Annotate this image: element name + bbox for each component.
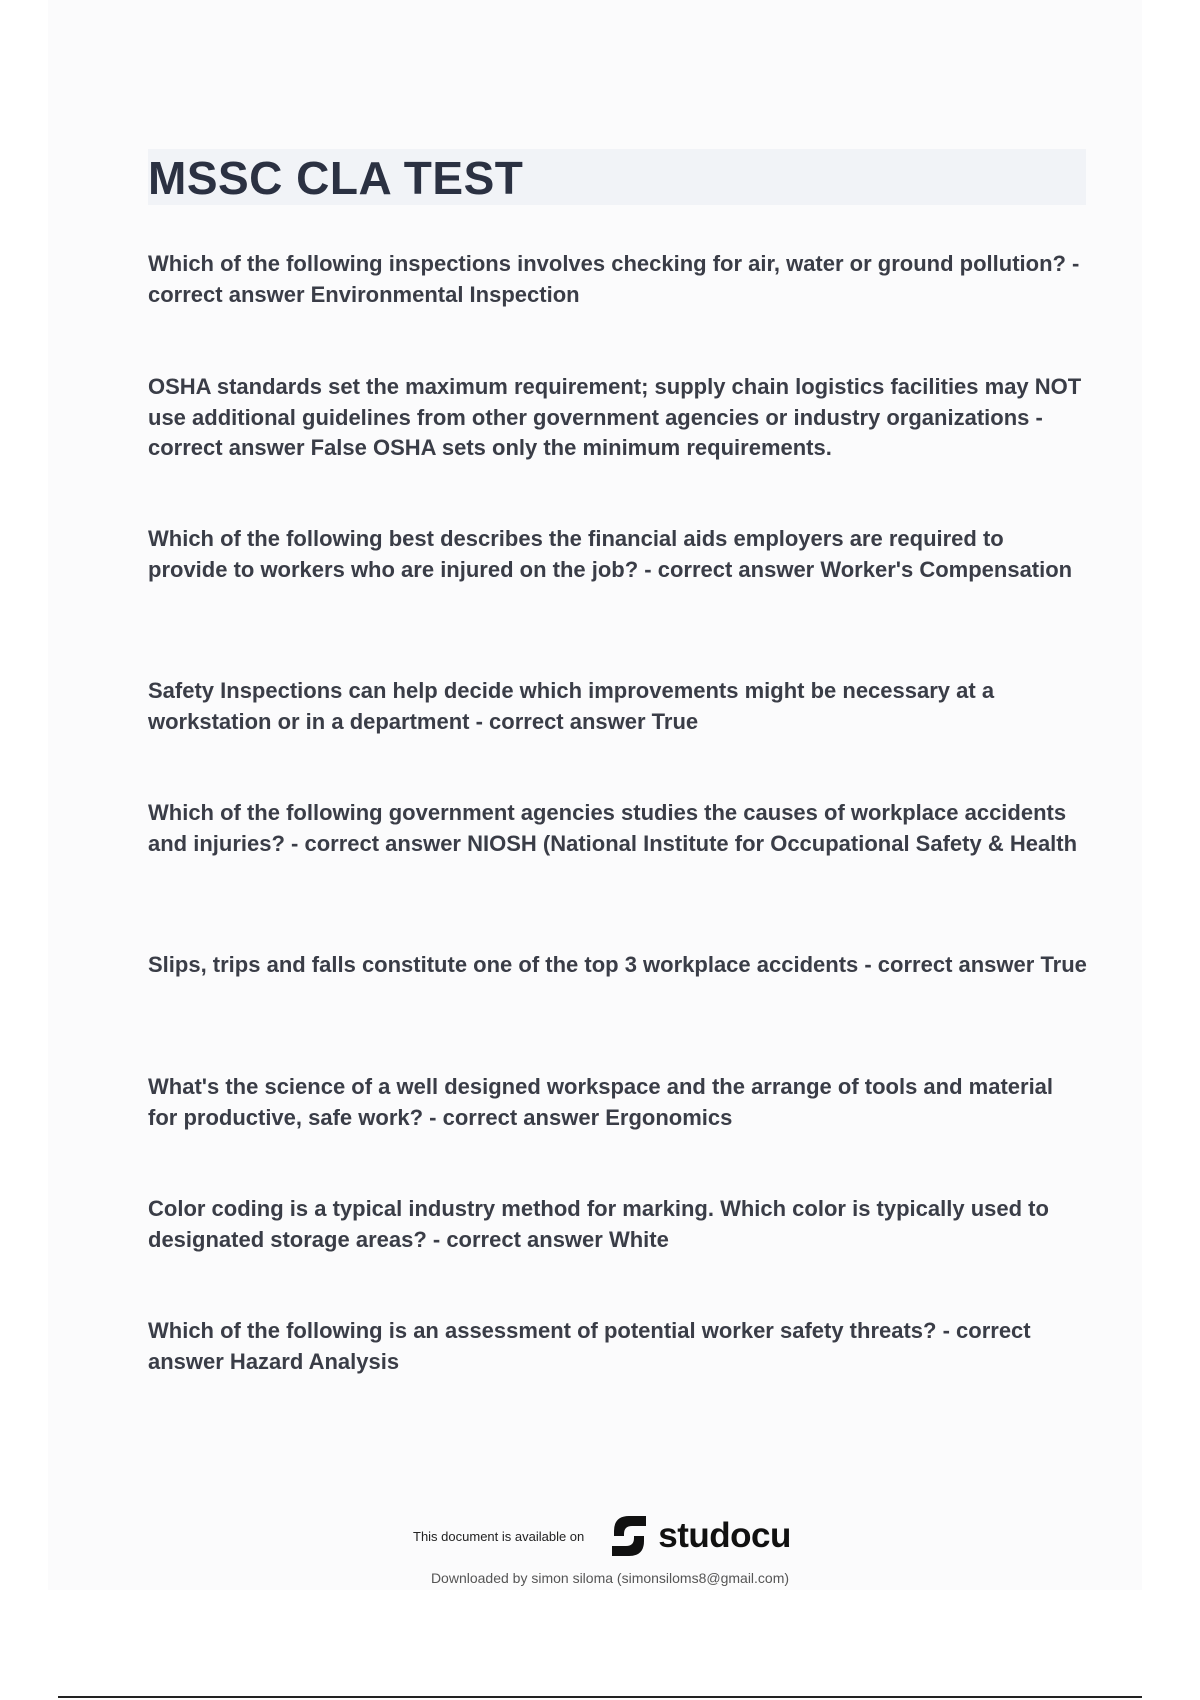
qa-item-1: Which of the following inspections involves checking for air, water or ground pollution? - correct answer Environmental Inspection	[148, 251, 1080, 307]
qa-item-8: Color coding is a typical industry method for marking. Which color is typically used to designated storage areas? - correct answer White	[148, 1196, 1049, 1252]
qa-item-3: Which of the following best describes the financial aids employers are required to provide to workers who are injured on the job? - correct answer Worker's Compensation	[148, 526, 1073, 582]
studocu-brand-name: studocu	[658, 1516, 791, 1555]
bottom-divider	[58, 1696, 1142, 1698]
availability-text: This document is available on	[413, 1528, 585, 1544]
qa-item-7: What's the science of a well designed workspace and the arrange of tools and material for productive, safe work? - correct answer Ergonomics	[148, 1074, 1054, 1130]
document-title: MSSC CLA TEST	[148, 152, 524, 204]
qa-item-9: Which of the following is an assessment of potential worker safety threats? - correct answer Hazard Analysis	[148, 1318, 1031, 1374]
qa-item-5: Which of the following government agencies studies the causes of workplace accidents and injuries? - correct answer NIOSH (National Institute for Occupational Safety & Health	[148, 800, 1078, 856]
qa-item-4: Safety Inspections can help decide which improvements might be necessary at a workstation or in a department - correct answer True	[148, 678, 995, 734]
availability-row[interactable]	[413, 1508, 791, 1564]
studocu-logo-icon	[606, 1512, 652, 1560]
qa-item-6: Slips, trips and falls constitute one of the top 3 workplace accidents - correct answer True	[148, 952, 1087, 977]
qa-item-2: OSHA standards set the maximum requirement; supply chain logistics facilities may NOT use additional guidelines from other government agencies or industry organizations - correct answer False OSHA sets only the minimum requirements.	[148, 374, 1082, 460]
download-attribution: Downloaded by simon siloma (simonsiloms8@gmail.com)	[430, 1570, 790, 1586]
